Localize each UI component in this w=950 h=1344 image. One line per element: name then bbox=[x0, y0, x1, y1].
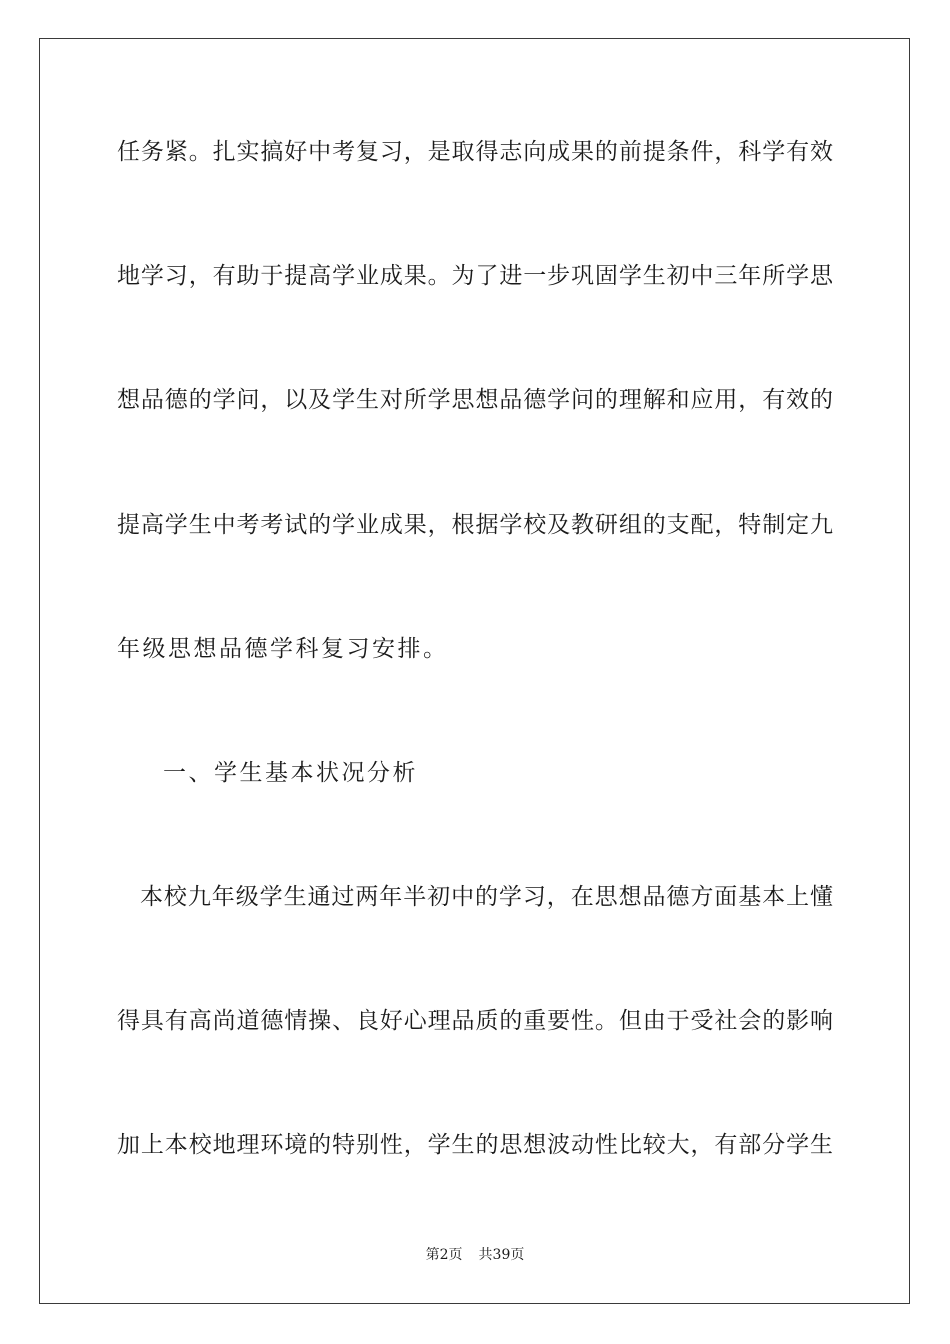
section-heading: 一、学生基本状况分析 bbox=[163, 760, 418, 786]
page-total: 共39页 bbox=[478, 1247, 525, 1263]
paragraph-line-3: 想品德的学问，以及学生对所学思想品德学问的理解和应用，有效的 bbox=[117, 387, 833, 413]
page-number: 第2页 bbox=[425, 1247, 463, 1263]
page-footer bbox=[0, 1246, 950, 1264]
paragraph-line-2: 地学习，有助于提高学业成果。为了进一步巩固学生初中三年所学思 bbox=[117, 263, 833, 289]
paragraph-line-5: 年级思想品德学科复习安排。 bbox=[117, 636, 449, 662]
paragraph-line-1: 任务紧。扎实搞好中考复习，是取得志向成果的前提条件，科学有效 bbox=[117, 139, 833, 165]
paragraph-line-4: 提高学生中考考试的学业成果，根据学校及教研组的支配，特制定九 bbox=[117, 512, 833, 538]
section-line-1: 本校九年级学生通过两年半初中的学习，在思想品德方面基本上懂 bbox=[140, 884, 833, 910]
section-line-3: 加上本校地理环境的特别性，学生的思想波动性比较大，有部分学生 bbox=[117, 1132, 833, 1158]
section-line-2: 得具有高尚道德情操、良好心理品质的重要性。但由于受社会的影响 bbox=[117, 1008, 833, 1034]
page-border bbox=[39, 38, 910, 1304]
